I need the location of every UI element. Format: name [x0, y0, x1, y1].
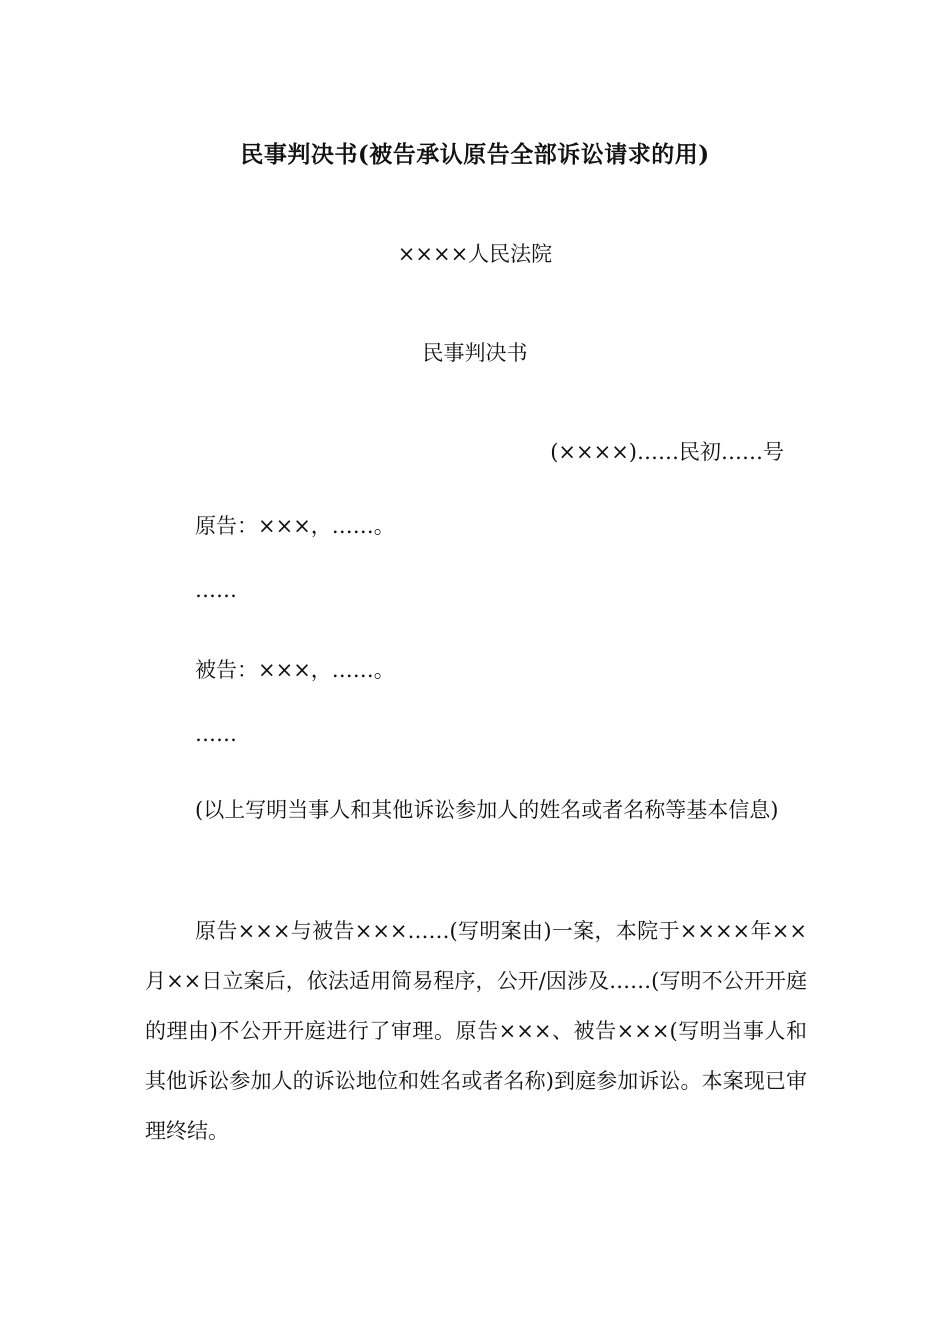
court-name: ××××人民法院: [397, 242, 553, 266]
document-title: 民事判决书(被告承认原告全部诉讼请求的用): [240, 141, 710, 168]
plaintiff-line: 原告：×××，……。: [195, 514, 395, 538]
case-body-paragraph: 原告×××与被告×××……(写明案由)一案，本院于××××年××月××日立案后，依法适用简易程序，公开/因涉及……(写明不公开开庭的理由)不公开开庭进行了审理。原告×××、被告×××(写明当事人和其他诉讼参加人的诉讼地位和姓名或者名称)到庭参加诉讼。本案现已审理终结。: [145, 919, 807, 1143]
party-info-note: (以上写明当事人和其他诉讼参加人的姓名或者名称等基本信息): [195, 798, 779, 822]
defendant-ellipsis: ……: [195, 722, 237, 746]
case-number: (××××)……民初……号: [550, 440, 784, 464]
defendant-line: 被告：×××，……。: [195, 658, 395, 682]
plaintiff-ellipsis: ……: [195, 578, 237, 602]
document-type-heading: 民事判决书: [422, 341, 528, 365]
